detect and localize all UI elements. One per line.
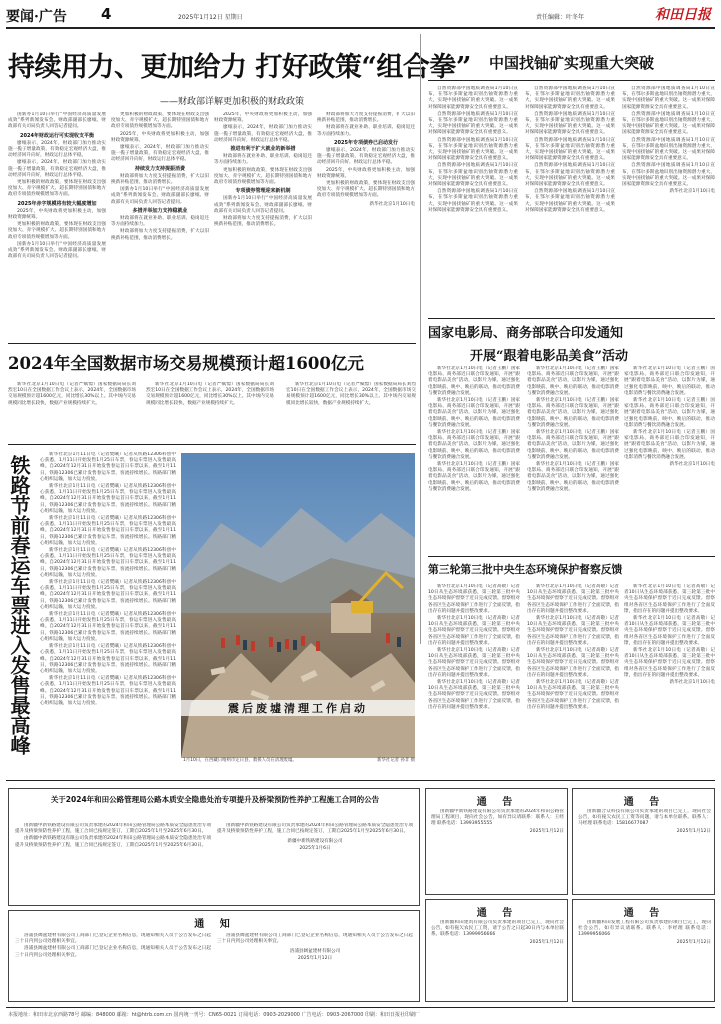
photo-caption-title: 震后废墟清理工作启动 xyxy=(181,700,415,716)
issue-date: 2025年1月12日 星期日 xyxy=(178,14,243,21)
data-market-text: 新华社北京1月10日电（记者严赋憬）国家数据局局长刘烈宏10日在全国数据工作会议上表示，2024年，全国数据市场交易规模预计超1600亿元，同比增长30%以上。其中场内交易规模同比增长较快，数据产业规模持续扩大。 xyxy=(286,382,416,406)
announcement-notice-sign: 洛浦县阔盆建材有限公司 xyxy=(289,949,341,955)
notice-body xyxy=(431,920,564,998)
lead-paragraph: 廖岷表示，2024年，财政部门加力推动实施一揽子增量政策，有效稳定宏观经济大盘，推动经济回升向好，财政运行总体平稳。 xyxy=(317,148,415,166)
film-col-1 xyxy=(428,366,520,552)
lead-paragraph: 更加积极的财政政策，要体现在财政支出强度加大、赤字规模扩大、超长期特别国债和地方政府专项债券规模增加等方面。 xyxy=(317,181,415,199)
lead-paragraph: 财政部将加大力度支持提振消费，扩大以旧换新补贴范围，推动消费增长。 xyxy=(317,112,415,124)
editor-name: 责任编辑：叶冬年 xyxy=(536,14,585,21)
notice-date: 2025年1月12日 xyxy=(676,939,711,945)
lead-paragraph: 财政部将在就业补助、职业培训、稳岗返还等方面持续加力。 xyxy=(111,216,209,228)
inspection-text: 新华社北京1月10日电（记者高敬）记者10日从生态环境部获悉，第三轮第三批中央生态环境保护督察于近日完成反馈。督察组对各省区生态环境保护工作进行了全面反馈，指出存在的问题并提出整改要求。 xyxy=(624,584,715,614)
mining-col-2 xyxy=(525,86,615,316)
mining-text: 自然资源部中国地质调查局1月10日宣布，在鄂尔多斯盆地识别出铀资源潜力重大，实现中国找铀矿的重大突破。这一成果对保障国家能源资源安全具有重要意义。 xyxy=(525,163,615,188)
page-number: 4 xyxy=(101,5,112,23)
announcement-notice-body-right xyxy=(217,933,413,999)
film-col-2 xyxy=(527,366,619,552)
rail-text: 新华社北京1月11日电（记者樊曦）记者从铁路12306科创中心获悉，1月11日开始发售1月25日车票，春运车票进入发售最高峰。自2024年12月31日开始发售春运首日车票以来，截至1月11日，铁路12306已累计发售春运车票，客流持续增长。铁路部门精心组织运输，加大运力投放。 xyxy=(40,580,176,610)
inspection-text: 新华社北京1月10日电（记者高敬）记者10日从生态环境部获悉，第三轮第三批中央生态环境保护督察于近日完成反馈。督察组对各省区生态环境保护工作进行了全面反馈，指出存在的问题并提出整改要求。 xyxy=(428,648,520,678)
rail-text: 新华社北京1月11日电（记者樊曦）记者从铁路12306科创中心获悉，1月11日开始发售1月25日车票，春运车票进入发售最高峰。自2024年12月31日开始发售春运首日车票以来，截至1月11日，铁路12306已累计发售春运车票，客流持续增长。铁路部门精心组织运输，加大运力投放。 xyxy=(40,548,176,578)
section-name: 要闻·广告 xyxy=(6,9,67,25)
film-title: 国家电影局、商务部联合印发通知 xyxy=(428,326,624,341)
mining-text: 自然资源部中国地质调查局1月10日宣布，在鄂尔多斯盆地识别出铀资源潜力重大，实现中国找铀矿的重大突破。这一成果对保障国家能源资源安全具有重要意义。 xyxy=(622,137,715,162)
lead-subheading: 多措并举加力支持稳就业 xyxy=(132,207,188,214)
inspection-text: 新华社北京1月10日电（记者高敬）记者10日从生态环境部获悉，第三轮第三批中央生态环境保护督察于近日完成反馈。督察组对各省区生态环境保护工作进行了全面反馈，指出存在的问题并提出整改要求。 xyxy=(624,616,715,646)
announcement-notice-body-left xyxy=(15,933,211,999)
mining-text: 自然资源部中国地质调查局1月10日宣布，在鄂尔多斯盆地识别出铀资源潜力重大，实现中国找铀矿的重大突破。这一成果对保障国家能源资源安全具有重要意义。 xyxy=(622,163,715,188)
announcement-contract-text: 由新疆中新铁路建设有限公司负责承建的2024年和田公路管理局公路本质安全隐患处治专项提升及桥梁预防性养护工程，施工合同已按规定签订，工期自2025年1月至2025年6月30日。 xyxy=(15,823,211,835)
mining-dateline: 新华社北京1月10日电 xyxy=(669,189,715,195)
rail-title: 铁路节前春运车票进入发售最高峰 xyxy=(7,455,31,755)
masthead-rule xyxy=(6,27,715,29)
lead-paragraph: 财政部将在就业补助、职业培训、稳岗返还等方面持续加力。 xyxy=(317,125,415,137)
lead-paragraph: 2025年，中央财政将更加积极主动，加强财政资源统筹。 xyxy=(8,208,106,221)
inspection-col-2 xyxy=(527,584,619,774)
lead-subheading: 专项债券管理迎来新机制 xyxy=(235,188,291,195)
mining-text: 自然资源部中国地质调查局1月10日宣布，在鄂尔多斯盆地识别出铀资源潜力重大，实现中国找铀矿的重大突破。这一成果对保障国家能源资源安全具有重要意义。 xyxy=(428,189,518,213)
lead-column-4 xyxy=(317,112,415,340)
inspection-col-1 xyxy=(428,584,520,774)
lead-dateline: 新华社北京1月10日电 xyxy=(369,201,415,207)
inspection-dateline: 新华社北京1月10日电 xyxy=(669,680,715,686)
announcement-contract xyxy=(8,788,420,906)
inspection-title: 第三轮第三批中央生态环境保护督察反馈 xyxy=(428,563,623,576)
film-text: 新华社北京1月10日电（记者王鹏）国家电影局、商务部近日联合印发通知，开展“跟着电影品美食”活动，以影片为媒，通过强化电影映前、映中、映后的联动，推动电影消费与餐饮消费融合发展。 xyxy=(624,366,715,396)
inspection-text: 新华社北京1月10日电（记者高敬）记者10日从生态环境部获悉，第三轮第三批中央生态环境保护督察于近日完成反馈。督察组对各省区生态环境保护工作进行了全面反馈，指出存在的问题并提出整改要求。 xyxy=(527,616,619,646)
notice-body xyxy=(431,809,564,889)
data-market-text: 新华社北京1月10日电（记者严赋憬）国家数据局局长刘烈宏10日在全国数据工作会议上表示，2024年，全国数据市场交易规模预计超1600亿元，同比增长30%以上。其中场内交易规模同比增长较快，数据产业规模持续扩大。 xyxy=(8,382,136,406)
data-market-col-2 xyxy=(146,382,274,442)
lead-subheading: 持续发力支持提振消费 xyxy=(134,165,185,172)
announcement-notice-text: 洛浦县阔盆建材有限公司工商部门已登记企业名称信息，现通知相关人员于公告发布之日起三十日内到公司处理相关事宜。 xyxy=(15,933,211,945)
lead-paragraph: 廖岷表示，2024年，财政部门加力推动实施一揽子增量政策，有效稳定宏观经济大盘，推动经济回升向好，财政运行总体平稳。 xyxy=(8,160,106,178)
film-text: 新华社北京1月10日电（记者王鹏）国家电影局、商务部近日联合印发通知，开展“跟着电影品美食”活动，以影片为媒，通过强化电影映前、映中、映后的联动，推动电影消费与餐饮消费融合发展。 xyxy=(428,462,520,492)
film-dateline: 新华社北京1月10日电 xyxy=(669,462,715,468)
lead-paragraph: 国新办1月10日举行“中国经济高质量发展成效”系列新闻发布会。财政部副部长廖岷、财政部有关司局负责人回答记者提问。 xyxy=(111,187,209,205)
lead-paragraph: 廖岷表示，2024年，财政部门加力推动实施一揽子增量政策，有效稳定宏观经济大盘，推动经济回升向好，财政运行总体平稳。 xyxy=(8,140,106,159)
notice-text: 由新疆和田发展工程有限公司负责承建的项目已完工，现向社会公告，如有异议请联系。联系人：李经理 联系电话：13999956066 xyxy=(578,920,711,938)
film-text: 新华社北京1月10日电（记者王鹏）国家电影局、商务部近日联合印发通知，开展“跟着电影品美食”活动，以影片为媒，通过强化电影映前、映中、映后的联动，推动电影消费与餐饮消费融合发展。 xyxy=(428,366,520,396)
lead-paragraph: 廖岷表示，2024年，财政部门加力推动实施一揽子增量政策，有效稳定宏观经济大盘，推动经济回升向好，财政运行总体平稳。 xyxy=(111,145,209,163)
inspection-text: 新华社北京1月10日电（记者高敬）记者10日从生态环境部获悉，第三轮第三批中央生态环境保护督察于近日完成反馈。督察组对各省区生态环境保护工作进行了全面反馈，指出存在的问题并提出整改要求。 xyxy=(428,616,520,646)
notice-body xyxy=(578,809,711,889)
lead-title: 持续用力、更加给力 打好政策“组合拳” xyxy=(8,52,471,83)
ads-rule xyxy=(6,780,715,781)
rail-text: 新华社北京1月11日电（记者樊曦）记者从铁路12306科创中心获悉，1月11日开始发售1月25日车票，春运车票进入发售最高峰。自2024年12月31日开始发售春运首日车票以来，截至1月11日，铁路12306已累计发售春运车票，客流持续增长。铁路部门精心组织运输，加大运力投放。 xyxy=(40,644,176,674)
lead-column-1 xyxy=(8,112,106,340)
newspaper-logo: 和田日报 xyxy=(655,7,711,23)
lead-paragraph: 财政部将加大力度支持提振消费，扩大以旧换新补贴范围，推动消费增长。 xyxy=(111,229,209,241)
mining-text: 自然资源部中国地质调查局1月10日宣布，在鄂尔多斯盆地识别出铀资源潜力重大，实现中国找铀矿的重大突破。这一成果对保障国家能源资源安全具有重要意义。 xyxy=(525,111,615,136)
lead-paragraph: 更加积极的财政政策，要体现在财政支出强度加大、赤字规模扩大、超长期特别国债和地方政府专项债券规模增加等方面。 xyxy=(8,180,106,198)
notice-title: 通 告 xyxy=(623,797,666,808)
lead-paragraph: 更加积极的财政政策，要体现在财政支出强度加大、赤字规模扩大、超长期特别国债和地方政府专项债券规模增加等方面。 xyxy=(111,112,209,130)
mining-text: 自然资源部中国地质调查局1月10日宣布，在鄂尔多斯盆地识别出铀资源潜力重大，实现中国找铀矿的重大突破。这一成果对保障国家能源资源安全具有重要意义。 xyxy=(622,86,715,110)
footer-info: 本报地址：和田市北京西路78号 邮编：848000 邮箱：ht@htrb.com.cn 国内统一刊号：CN65-0021 订阅电话：0903-2029000 广告电话：0903-2067000 印刷：和田日报社印刷厂 xyxy=(8,1012,420,1018)
section-rule xyxy=(8,444,416,445)
lead-paragraph: 财政部将加大力度支持提振消费，扩大以旧换新补贴范围，推动消费增长。 xyxy=(214,216,312,228)
announcement-contract-body-right xyxy=(217,823,413,899)
earthquake-photo xyxy=(181,453,415,758)
data-market-title: 2024年全国数据市场交易规模预计超1600亿元 xyxy=(8,354,364,373)
lead-subheading: 2025年赤字规模将有较大幅度增加 xyxy=(17,200,97,207)
inspection-text: 新华社北京1月10日电（记者高敬）记者10日从生态环境部获悉，第三轮第三批中央生态环境保护督察于近日完成反馈。督察组对各省区生态环境保护工作进行了全面反馈，指出存在的问题并提出整改要求。 xyxy=(527,680,619,710)
announcement-notice-text: 洛浦县阔盆建材有限公司工商部门已登记企业名称信息，现通知相关人员于公告发布之日起三十日内到公司处理相关事宜。 xyxy=(217,933,413,945)
mining-text: 自然资源部中国地质调查局1月10日宣布，在鄂尔多斯盆地识别出铀资源潜力重大，实现中国找铀矿的重大突破。这一成果对保障国家能源资源安全具有重要意义。 xyxy=(428,163,518,188)
column-divider xyxy=(420,34,421,644)
mining-col-3 xyxy=(622,86,715,316)
film-text: 新华社北京1月10日电（记者王鹏）国家电影局、商务部近日联合印发通知，开展“跟着电影品美食”活动，以影片为媒，通过强化电影映前、映中、映后的联动，推动电影消费与餐饮消费融合发展。 xyxy=(624,398,715,428)
rail-text: 新华社北京1月11日电（记者樊曦）记者从铁路12306科创中心获悉，1月11日开始发售1月25日车票，春运车票进入发售最高峰。自2024年12月31日开始发售春运首日车票以来，截至1月11日，铁路12306已累计发售春运车票，客流持续增长。铁路部门精心组织运输，加大运力投放。 xyxy=(40,676,176,706)
data-market-col-3 xyxy=(286,382,416,442)
photo-caption-text: 1月10日，在西藏日喀则市定日县，救援人员在清理废墟。 xyxy=(183,758,297,763)
lead-subheading: 2024年财政运行可实现收支平衡 xyxy=(20,132,94,139)
announcement-notice-text: 洛浦县阔盆建材有限公司工商部门已登记企业名称信息，现通知相关人员于公告发布之日起三十日内到公司处理相关事宜。 xyxy=(15,946,211,958)
announcement-notice xyxy=(8,910,420,1002)
rail-text: 新华社北京1月11日电（记者樊曦）记者从铁路12306科创中心获悉，1月11日开始发售1月25日车票，春运车票进入发售最高峰。自2024年12月31日开始发售春运首日车票以来，截至1月11日，铁路12306已累计发售春运车票，客流持续增长。铁路部门精心组织运输，加大运力投放。 xyxy=(40,452,176,482)
lead-column-3 xyxy=(214,112,312,340)
lead-paragraph: 廖岷表示，2024年，财政部门加力推动实施一揽子增量政策，有效稳定宏观经济大盘，推动经济回升向好，财政运行总体平稳。 xyxy=(214,125,312,143)
lead-subtitle: ——财政部详解更加积极的财政政策 xyxy=(160,97,305,107)
photo-caption xyxy=(183,758,415,778)
film-text: 新华社北京1月10日电（记者王鹏）国家电影局、商务部近日联合印发通知，开展“跟着电影品美食”活动，以影片为媒，通过强化电影映前、映中、映后的联动，推动电影消费与餐饮消费融合发展。 xyxy=(527,430,619,460)
lead-paragraph: 更加积极的财政政策，要体现在财政支出强度加大、赤字规模扩大、超长期特别国债和地方政府专项债券规模增加等方面。 xyxy=(8,222,106,240)
notice-title: 通 告 xyxy=(623,908,666,919)
rail-body xyxy=(40,452,176,768)
announcement-notice-date: 2025年1月12日 xyxy=(297,955,333,961)
section-rule xyxy=(8,343,416,344)
lead-paragraph: 2025年，中央财政将更加积极主动，加强财政资源统筹。 xyxy=(111,131,209,143)
notice-body xyxy=(578,920,711,998)
lead-paragraph: 2025年，中央财政将更加积极主动，加强财政资源统筹。 xyxy=(214,112,312,124)
film-text: 新华社北京1月10日电（记者王鹏）国家电影局、商务部近日联合印发通知，开展“跟着电影品美食”活动，以影片为媒，通过强化电影映前、映中、映后的联动，推动电影消费与餐饮消费融合发展。 xyxy=(428,430,520,460)
lead-paragraph: 国新办1月10日举行“中国经济高质量发展成效”系列新闻发布会。财政部副部长廖岷、财政部有关司局负责人回答记者提问。 xyxy=(214,196,312,214)
notice-box xyxy=(425,788,568,895)
film-text: 新华社北京1月10日电（记者王鹏）国家电影局、商务部近日联合印发通知，开展“跟着电影品美食”活动，以影片为媒，通过强化电影映前、映中、映后的联动，推动电影消费与餐饮消费融合发展。 xyxy=(624,430,715,460)
inspection-text: 新华社北京1月10日电（记者高敬）记者10日从生态环境部获悉，第三轮第三批中央生态环境保护督察于近日完成反馈。督察组对各省区生态环境保护工作进行了全面反馈，指出存在的问题并提出整改要求。 xyxy=(428,584,520,614)
section-rule xyxy=(428,556,715,557)
notice-title: 通 告 xyxy=(476,797,519,808)
notice-box xyxy=(572,899,715,1002)
lead-paragraph: 2025年，中央财政将更加积极主动，加强财政资源统筹。 xyxy=(317,167,415,179)
mining-text: 自然资源部中国地质调查局1月10日宣布，在鄂尔多斯盆地识别出铀资源潜力重大，实现中国找铀矿的重大突破。这一成果对保障国家能源资源安全具有重要意义。 xyxy=(428,137,518,162)
lead-paragraph: 国新办1月10日举行“中国经济高质量发展成效”系列新闻发布会。财政部副部长廖岷、财政部有关司局负责人回答记者提问。 xyxy=(8,112,106,130)
lead-paragraph: 财政部将在就业补助、职业培训、稳岗返还等方面持续加力。 xyxy=(214,154,312,166)
lead-column-2 xyxy=(111,112,209,340)
announcement-contract-title: 关于2024年和田公路管理局公路本质安全隐患处治专项提升及桥梁预防性养护工程施工合同的公告 xyxy=(50,795,380,804)
section-rule xyxy=(428,318,715,319)
inspection-text: 新华社北京1月10日电（记者高敬）记者10日从生态环境部获悉，第三轮第三批中央生态环境保护督察于近日完成反馈。督察组对各省区生态环境保护工作进行了全面反馈，指出存在的问题并提出整改要求。 xyxy=(527,584,619,614)
notice-title: 通 告 xyxy=(476,908,519,919)
notice-box xyxy=(425,899,568,1002)
film-col-3 xyxy=(624,366,715,552)
announcement-contract-date: 2025年1月6日 xyxy=(299,845,331,851)
mining-text: 自然资源部中国地质调查局1月10日宣布，在鄂尔多斯盆地识别出铀资源潜力重大，实现中国找铀矿的重大突破。这一成果对保障国家能源资源安全具有重要意义。 xyxy=(525,86,615,110)
section-rule xyxy=(428,80,715,81)
inspection-text: 新华社北京1月10日电（记者高敬）记者10日从生态环境部获悉，第三轮第三批中央生态环境保护督察于近日完成反馈。督察组对各省区生态环境保护工作进行了全面反馈，指出存在的问题并提出整改要求。 xyxy=(624,648,715,678)
announcement-notice-title: 通 知 xyxy=(194,919,236,930)
mining-title: 中国找铀矿实现重大突破 xyxy=(488,54,654,72)
film-text: 新华社北京1月10日电（记者王鹏）国家电影局、商务部近日联合印发通知，开展“跟着电影品美食”活动，以影片为媒，通过强化电影映前、映中、映后的联动，推动电影消费与餐饮消费融合发展。 xyxy=(527,462,619,492)
notice-text: 由新疆中新铁路建设有限公司负责承建的2024年和田公路管理局工程项目，现向社会公告，如有异议请联系：联系人：王经理 联系电话：13993955555 xyxy=(431,809,564,827)
lead-paragraph: 国新办1月10日举行“中国经济高质量发展成效”系列新闻发布会。财政部副部长廖岷、财政部有关司局负责人回答记者提问。 xyxy=(8,241,106,260)
announcement-contract-text: 由新疆中新铁路建设有限公司负责承建的2024年和田公路管理局公路本质安全隐患处治专项提升及桥梁预防性养护工程，施工合同已按规定签订，工期自2025年1月至2025年6月30日。 xyxy=(15,836,211,848)
notice-date: 2025年1月12日 xyxy=(676,828,711,834)
mining-text: 自然资源部中国地质调查局1月10日宣布，在鄂尔多斯盆地识别出铀资源潜力重大，实现中国找铀矿的重大突破。这一成果对保障国家能源资源安全具有重要意义。 xyxy=(428,86,518,110)
film-title-2: 开展“跟着电影品美食”活动 xyxy=(470,349,628,364)
film-text: 新华社北京1月10日电（记者王鹏）国家电影局、商务部近日联合印发通知，开展“跟着电影品美食”活动，以影片为媒，通过强化电影映前、映中、映后的联动，推动电影消费与餐饮消费融合发展。 xyxy=(527,398,619,428)
data-market-col-1 xyxy=(8,382,136,442)
inspection-col-3 xyxy=(624,584,715,774)
notice-box xyxy=(572,788,715,895)
film-text: 新华社北京1月10日电（记者王鹏）国家电影局、商务部近日联合印发通知，开展“跟着电影品美食”活动，以影片为媒，通过强化电影映前、映中、映后的联动，推动电影消费与餐饮消费融合发展。 xyxy=(428,398,520,428)
inspection-text: 新华社北京1月10日电（记者高敬）记者10日从生态环境部获悉，第三轮第三批中央生态环境保护督察于近日完成反馈。督察组对各省区生态环境保护工作进行了全面反馈，指出存在的问题并提出整改要求。 xyxy=(527,648,619,678)
mining-text: 自然资源部中国地质调查局1月10日宣布，在鄂尔多斯盆地识别出铀资源潜力重大，实现中国找铀矿的重大突破。这一成果对保障国家能源资源安全具有重要意义。 xyxy=(622,111,715,136)
lead-paragraph: 更加积极的财政政策，要体现在财政支出强度加大、赤字规模扩大、超长期特别国债和地方政府专项债券规模增加等方面。 xyxy=(214,167,312,186)
mining-text: 自然资源部中国地质调查局1月10日宣布，在鄂尔多斯盆地识别出铀资源潜力重大，实现中国找铀矿的重大突破。这一成果对保障国家能源资源安全具有重要意义。 xyxy=(525,137,615,162)
mining-text: 自然资源部中国地质调查局1月10日宣布，在鄂尔多斯盆地识别出铀资源潜力重大，实现中国找铀矿的重大突破。这一成果对保障国家能源资源安全具有重要意义。 xyxy=(428,111,518,136)
data-market-text: 新华社北京1月10日电（记者严赋憬）国家数据局局长刘烈宏10日在全国数据工作会议上表示，2024年，全国数据市场交易规模预计超1600亿元，同比增长30%以上。其中场内交易规模同比增长较快，数据产业规模持续扩大。 xyxy=(146,382,274,406)
notice-date: 2025年1月12日 xyxy=(529,828,564,834)
notice-text: 由新疆合众科技有限公司负责承建的项目已完工，现向社会公告，如有拖欠农民工工资等问题，请与本单位联系。联系人：马经理 联系电话：15816677087 xyxy=(578,809,711,827)
footer-rule xyxy=(6,1007,715,1008)
announcement-contract-text: 由新疆中新铁路建设有限公司负责承建的2024年和田公路管理局公路本质安全隐患处治专项提升及桥梁预防性养护工程，施工合同已按规定签订，工期自2025年1月至2025年6月30日。 xyxy=(217,823,413,835)
film-text: 新华社北京1月10日电（记者王鹏）国家电影局、商务部近日联合印发通知，开展“跟着电影品美食”活动，以影片为媒，通过强化电影映前、映中、映后的联动，推动电影消费与餐饮消费融合发展。 xyxy=(527,366,619,396)
lead-subheading: 2025年专项债券已启动发行 xyxy=(334,139,398,146)
photo-credit: 新华社记者 孙非 摄 xyxy=(377,758,415,763)
rail-text: 新华社北京1月11日电（记者樊曦）记者从铁路12306科创中心获悉，1月11日开始发售1月25日车票，春运车票进入发售最高峰。自2024年12月31日开始发售春运首日车票以来，截至1月11日，铁路12306已累计发售春运车票，客流持续增长。铁路部门精心组织运输，加大运力投放。 xyxy=(40,612,176,642)
mining-col-1 xyxy=(428,86,518,316)
rail-text: 新华社北京1月11日电（记者樊曦）记者从铁路12306科创中心获悉，1月11日开始发售1月25日车票，春运车票进入发售最高峰。自2024年12月31日开始发售春运首日车票以来，截至1月11日，铁路12306已累计发售春运车票，客流持续增长。铁路部门精心组织运输，加大运力投放。 xyxy=(40,484,176,514)
announcement-contract-body-left xyxy=(15,823,211,899)
mining-text: 自然资源部中国地质调查局1月10日宣布，在鄂尔多斯盆地识别出铀资源潜力重大，实现中国找铀矿的重大突破。这一成果对保障国家能源资源安全具有重要意义。 xyxy=(525,189,615,213)
inspection-text: 新华社北京1月10日电（记者高敬）记者10日从生态环境部获悉，第三轮第三批中央生态环境保护督察于近日完成反馈。督察组对各省区生态环境保护工作进行了全面反馈，指出存在的问题并提出整改要求。 xyxy=(428,680,520,710)
lead-subheading: 推进有利于扩大就业的新举措 xyxy=(230,146,296,153)
notice-text: 由新疆和田建筑有限公司负责承建的项目已完工，现向社会公告，如有拖欠农民工工资，请于公告之日起30日内与本单位联系。联系电话：13999956666 xyxy=(431,920,564,938)
announcement-contract-company: 新疆中新铁路建设有限公司 xyxy=(287,839,343,845)
lead-paragraph: 财政部将加大力度支持提振消费，扩大以旧换新补贴范围，推动消费增长。 xyxy=(111,173,209,186)
rail-text: 新华社北京1月11日电（记者樊曦）记者从铁路12306科创中心获悉，1月11日开始发售1月25日车票，春运车票进入发售最高峰。自2024年12月31日开始发售春运首日车票以来，截至1月11日，铁路12306已累计发售春运车票，客流持续增长。铁路部门精心组织运输，加大运力投放。 xyxy=(40,516,176,546)
notice-date: 2025年1月12日 xyxy=(529,939,564,945)
